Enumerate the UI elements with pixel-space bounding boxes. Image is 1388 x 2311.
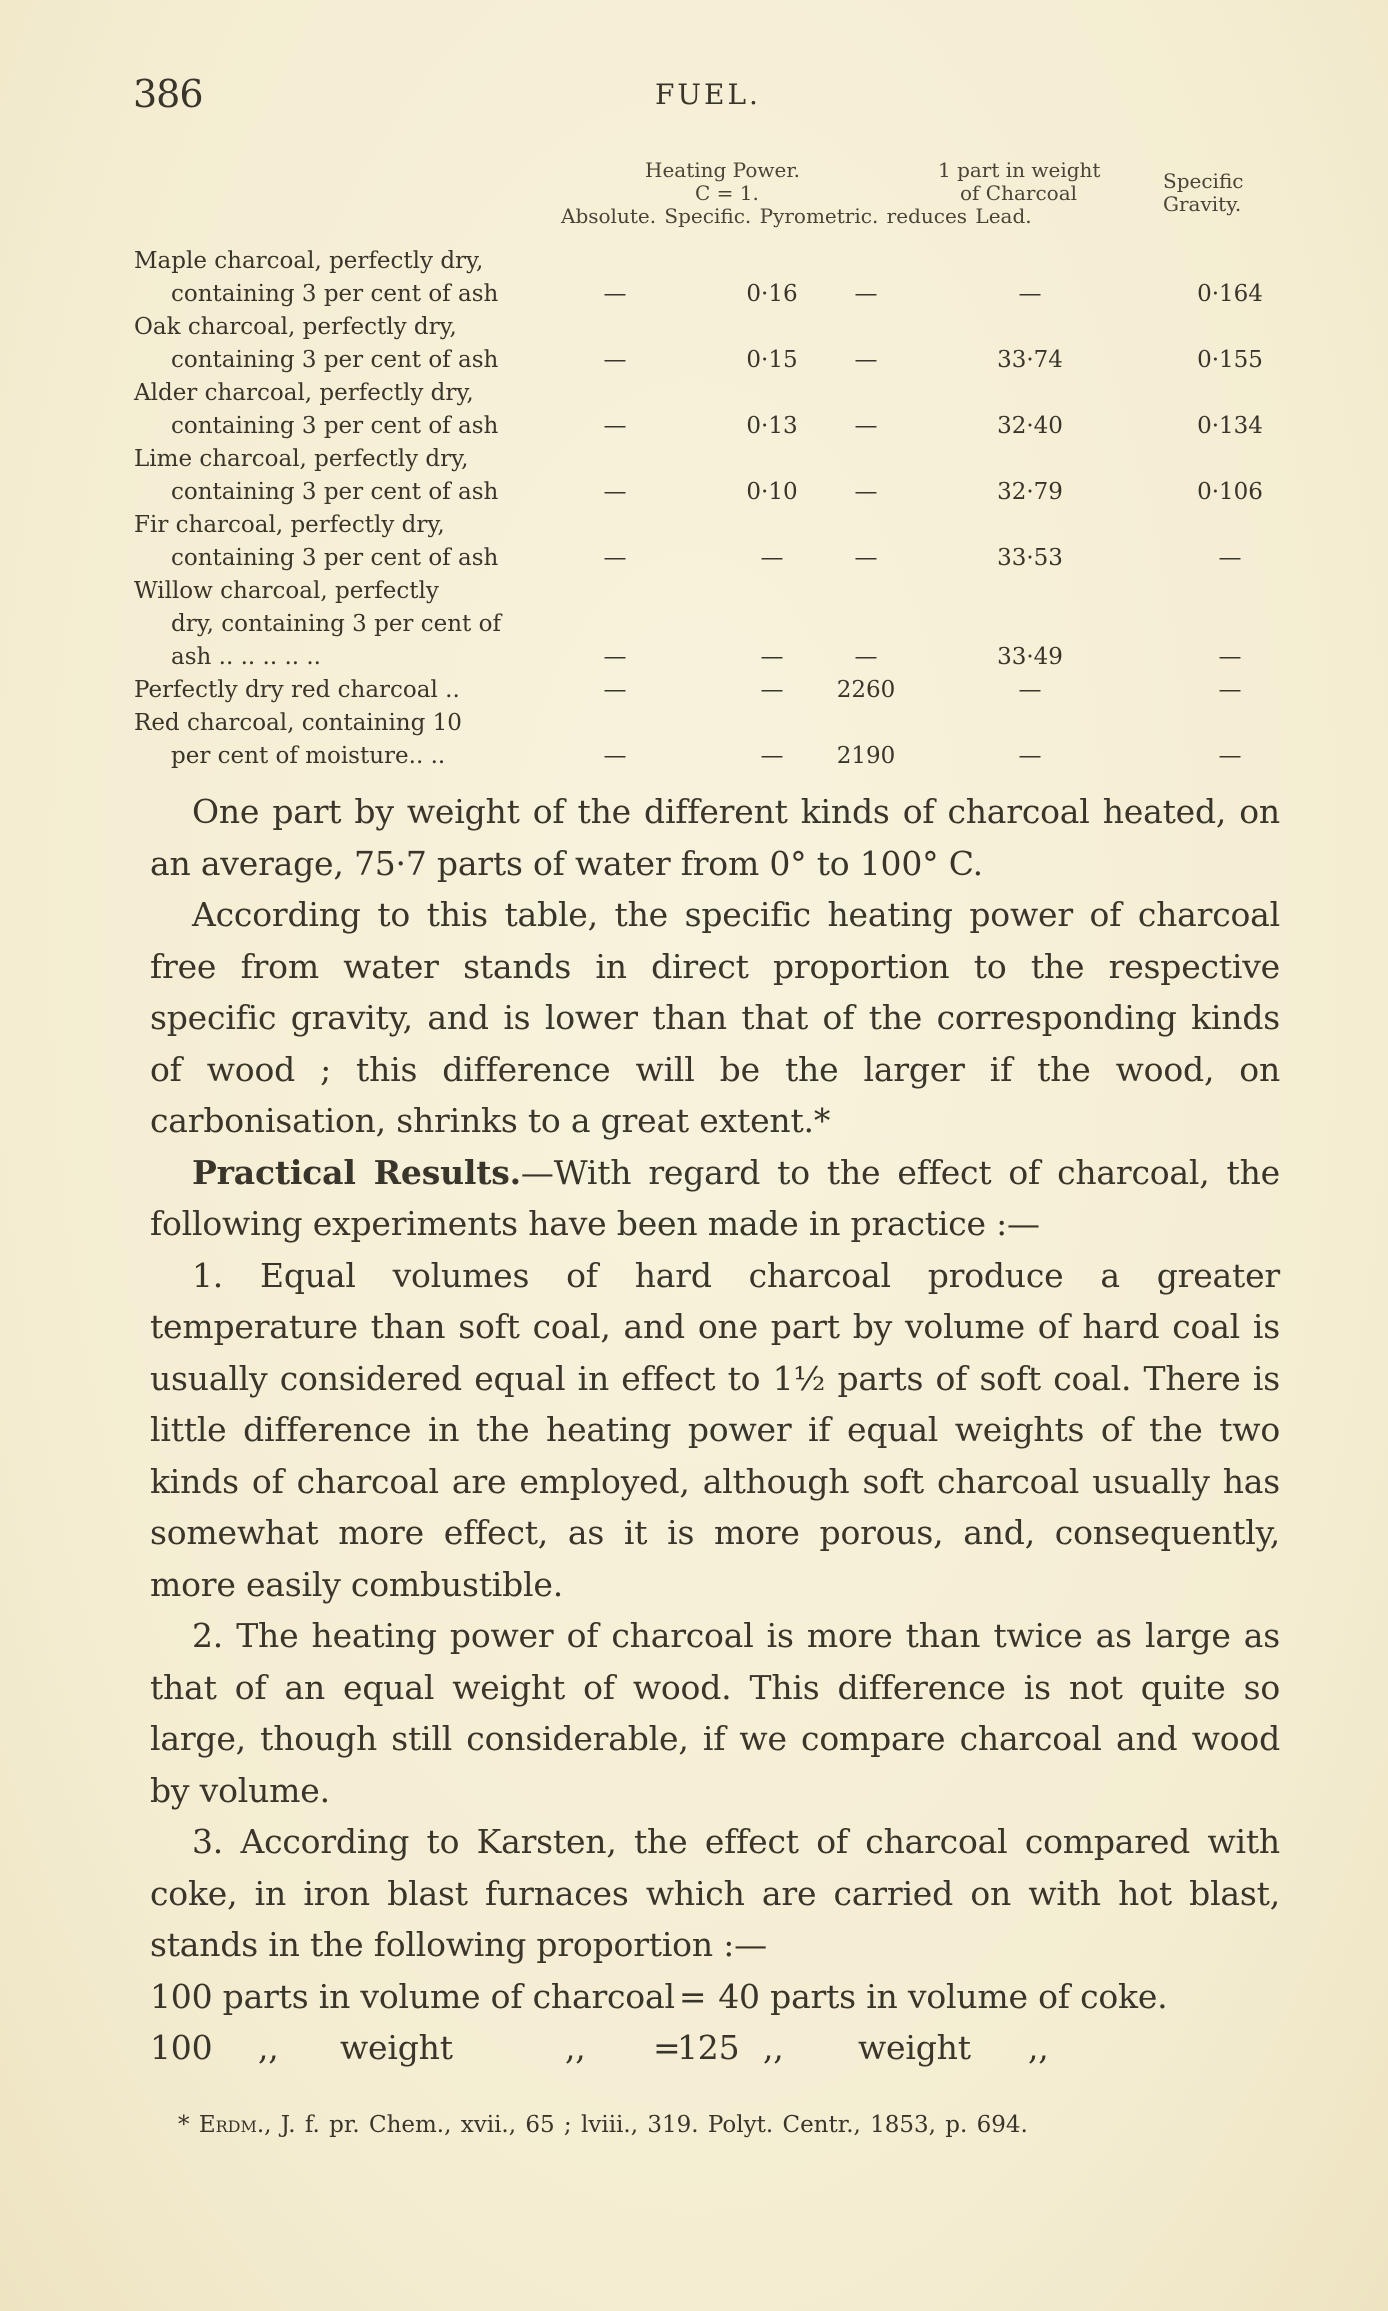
cell-gravity: — [1218,644,1242,670]
cell-absolute: — [603,743,627,769]
footnote-text: , J. f. pr. Chem., xvii., 65 ; lviii., 319. Polyt. Centr., 1853, p. 694. [264,2112,1028,2138]
cell-specific: — [760,743,784,769]
cell-specific: — [760,677,784,703]
running-head: FUEL. [655,78,761,111]
cell-lead: — [1018,677,1042,703]
row-label-line: containing 3 per cent of ash [171,347,499,373]
paragraph [150,1147,1280,1250]
row-label-line: Red charcoal, containing 10 [134,710,462,736]
cell-absolute: — [603,413,627,439]
header-gravity-line1: Specific [1163,169,1244,193]
row-label-line: containing 3 per cent of ash [171,545,499,571]
footnote-author: Erdm. [198,2112,265,2138]
paragraph: One part by weight of the different kinds of charcoal heated, on an average, 75·7 parts of water from 0° to 100° C. [150,792,1280,883]
row-label-line: per cent of moisture.. .. [171,743,446,769]
cell-lead: 32·79 [997,479,1063,505]
row-label-line: containing 3 per cent of ash [171,479,499,505]
cell-gravity: 0·134 [1197,413,1263,439]
header-lead-line1: 1 part in weight [938,158,1101,182]
cell-gravity: 0·164 [1197,281,1263,307]
row-label-line: Fir charcoal, perfectly dry, [134,512,445,538]
row-label [134,311,498,377]
eq-ditto: ,, [565,2028,586,2067]
cell-pyrometric: — [854,413,878,439]
header-lead-line2: of Charcoal [960,181,1078,205]
cell-absolute: — [603,545,627,571]
cell-gravity: 0·106 [1197,479,1263,505]
cell-lead: 33·49 [997,644,1063,670]
eq-sign: = [678,1976,707,2016]
row-label [134,443,498,509]
equation-row [150,1971,1280,2023]
paragraph: According to this table, the specific heating power of charcoal free from water stands in direct proportion to the respective specific gravity, and is lower than that of the corresponding kinds of wood ; this difference will be the larger if the wood, on carbonisation, shrinks to a great extent.* [150,895,1280,1140]
eq-ditto: ,, [763,2028,784,2067]
row-label [134,509,498,575]
eq-right: 40 parts in volume of coke. [718,1976,1168,2016]
cell-lead: — [1018,743,1042,769]
row-label-line: Lime charcoal, perfectly dry, [134,446,469,472]
cell-pyrometric: — [854,479,878,505]
row-label [134,707,462,773]
cell-pyrometric: — [854,545,878,571]
footnote-marker: * [178,2112,190,2138]
cell-pyrometric: — [854,347,878,373]
row-label-line: containing 3 per cent of ash [171,413,499,439]
header-c-equals: C = 1. [695,181,759,205]
row-label-line: containing 3 per cent of ash [171,281,499,307]
eq-a: 100 [150,2028,213,2067]
eq-ditto: ,, [258,2028,279,2067]
eq-left: 100 parts in volume of charcoal [150,1976,675,2016]
row-label-line: ash .. .. .. .. .. [171,644,321,670]
paragraph: 3. According to Karsten, the effect of charcoal compared with coke, in iron blast furnaces which are carried on with hot blast, stands in the following proportion :— [150,1822,1280,1964]
cell-absolute: — [603,644,627,670]
row-label [134,575,501,674]
section-heading: Practical Results. [192,1152,521,1192]
cell-specific: — [760,545,784,571]
body-text [150,786,1280,2074]
cell-lead: — [1018,281,1042,307]
footnote [178,2112,1028,2138]
cell-absolute: — [603,281,627,307]
row-label-line: Willow charcoal, perfectly [134,578,439,604]
row-label-line: Alder charcoal, perfectly dry, [134,380,474,406]
eq-weight: weight [340,2028,453,2067]
cell-specific: — [760,644,784,670]
eq-weight: weight [858,2028,971,2067]
cell-gravity: — [1218,677,1242,703]
row-label [134,245,498,311]
paragraph: 1. Equal volumes of hard charcoal produce a greater temperature than soft coal, and one part by volume of hard coal is usually considered equal in effect to 1½ parts of soft coal. There is little difference in the heating power if equal weights of the two kinds of charcoal are employed, although soft charcoal usually has somewhat more effect, as it is more porous, and, consequently, more easily combustible. [150,1255,1280,1604]
header-heating-power: Heating Power. [645,158,801,182]
cell-gravity: — [1218,743,1242,769]
eq-ditto: ,, [1028,2028,1049,2067]
cell-specific: 0·15 [746,347,798,373]
cell-specific: 0·10 [746,479,798,505]
row-label-line: Maple charcoal, perfectly dry, [134,248,484,274]
row-label-line: Oak charcoal, perfectly dry, [134,314,457,340]
eq-sign: = [653,2028,681,2067]
row-label-line: dry, containing 3 per cent of [171,611,501,637]
cell-absolute: — [603,479,627,505]
row-label [134,377,498,443]
cell-lead: 32·40 [997,413,1063,439]
cell-pyrometric: 2190 [836,743,896,769]
cell-absolute: — [603,677,627,703]
cell-gravity: — [1218,545,1242,571]
cell-absolute: — [603,347,627,373]
cell-specific: 0·16 [746,281,798,307]
paragraph-text: —With regard to the effect of charcoal, the following experiments have been made in practice :— [150,1152,1280,1243]
header-gravity-line2: Gravity. [1163,192,1242,216]
cell-lead: 33·74 [997,347,1063,373]
cell-pyrometric: — [854,644,878,670]
cell-gravity: 0·155 [1197,347,1263,373]
row-label-line: Perfectly dry red charcoal .. [134,677,460,703]
eq-value: 125 [677,2028,740,2067]
row-label [134,674,460,707]
page-number: 386 [133,72,203,116]
cell-specific: 0·13 [746,413,798,439]
cell-pyrometric: — [854,281,878,307]
equation-row [150,2022,1280,2074]
paragraph: 2. The heating power of charcoal is more than twice as large as that of an equal weight of wood. This difference is not quite so large, though still considerable, if we compare charcoal and wood by volume. [150,1616,1280,1810]
cell-lead: 33·53 [997,545,1063,571]
cell-pyrometric: 2260 [836,677,896,703]
header-sub-columns: Absolute. Specific. Pyrometric. reduces Lead. [561,204,1032,228]
